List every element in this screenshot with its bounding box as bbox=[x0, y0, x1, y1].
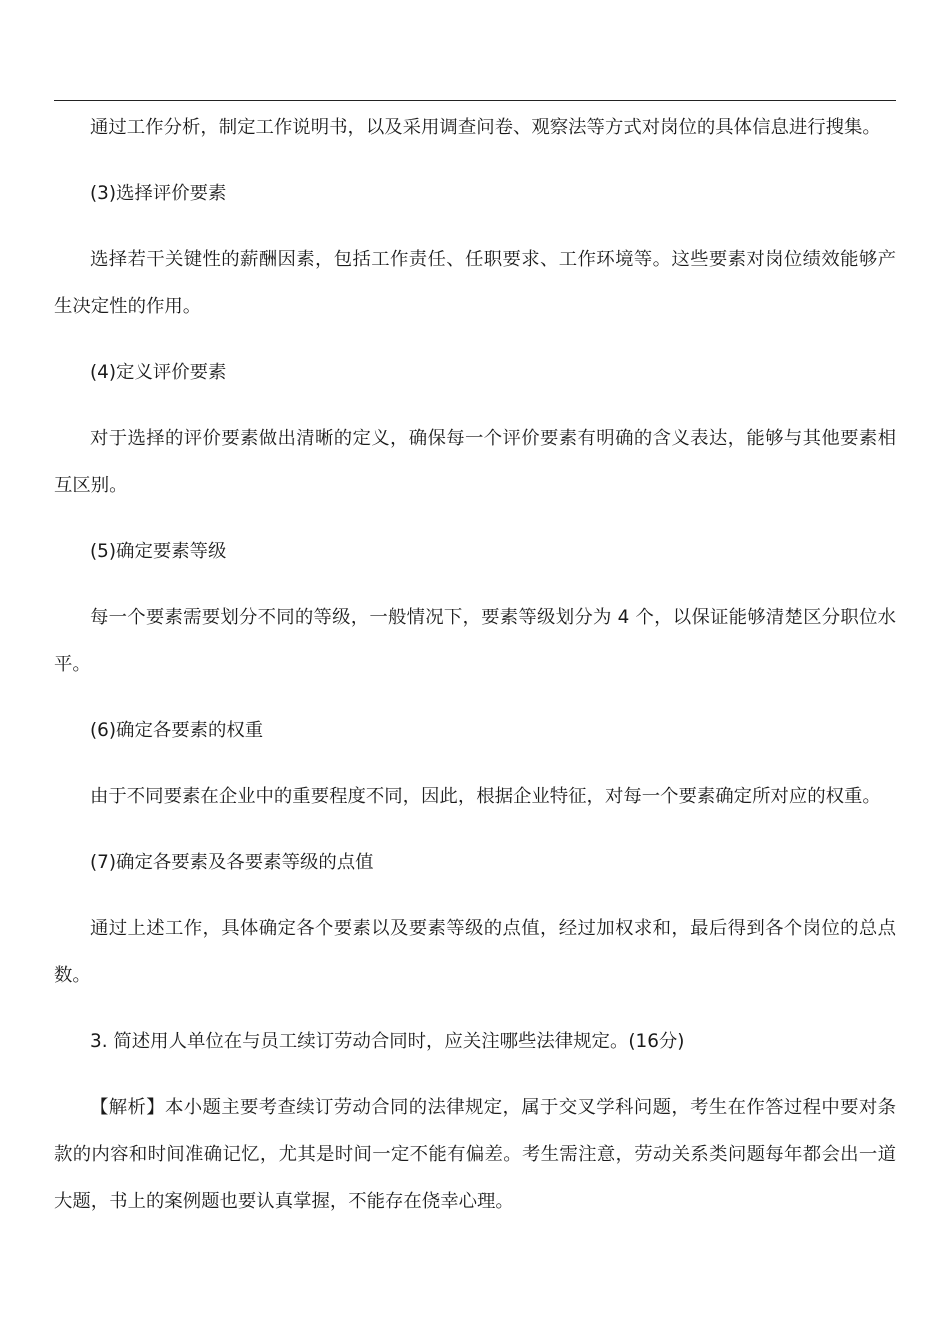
body-paragraph: 通过工作分析，制定工作说明书，以及采用调查问卷、观察法等方式对岗位的具体信息进行搜集。 bbox=[90, 117, 881, 138]
question-heading: 3. 简述用人单位在与员工续订劳动合同时，应关注哪些法律规定。(16分) bbox=[90, 1031, 685, 1052]
body-paragraph: 每一个要素需要划分不同的等级，一般情况下，要素等级划分为 4 个，以保证能够清楚区分职位水平。 bbox=[54, 607, 896, 675]
body-paragraph: 由于不同要素在企业中的重要程度不同，因此，根据企业特征，对每一个要素确定所对应的权重。 bbox=[90, 786, 881, 807]
section-heading-6: (6)确定各要素的权重 bbox=[90, 720, 264, 741]
body-paragraph: 通过上述工作，具体确定各个要素以及要素等级的点值，经过加权求和，最后得到各个岗位的总点数。 bbox=[54, 918, 896, 986]
body-paragraph: 对于选择的评价要素做出清晰的定义，确保每一个评价要素有明确的含义表达，能够与其他要素相互区别。 bbox=[54, 428, 896, 496]
body-paragraph: 选择若干关键性的薪酬因素，包括工作责任、任职要求、工作环境等。这些要素对岗位绩效能够产生决定性的作用。 bbox=[54, 249, 896, 317]
section-heading-7: (7)确定各要素及各要素等级的点值 bbox=[90, 852, 374, 873]
header-rule bbox=[54, 100, 896, 101]
analysis-paragraph: 【解析】本小题主要考查续订劳动合同的法律规定，属于交叉学科问题，考生在作答过程中要对条款的内容和时间准确记忆，尤其是时间一定不能有偏差。考生需注意，劳动关系类问题每年都会出一道大题，书上的案例题也要认真掌握，不能存在侥幸心理。 bbox=[54, 1097, 896, 1212]
section-heading-5: (5)确定要素等级 bbox=[90, 541, 227, 562]
section-heading-4: (4)定义评价要素 bbox=[90, 362, 227, 383]
section-heading-3: (3)选择评价要素 bbox=[90, 183, 227, 204]
document-body bbox=[54, 104, 896, 1225]
